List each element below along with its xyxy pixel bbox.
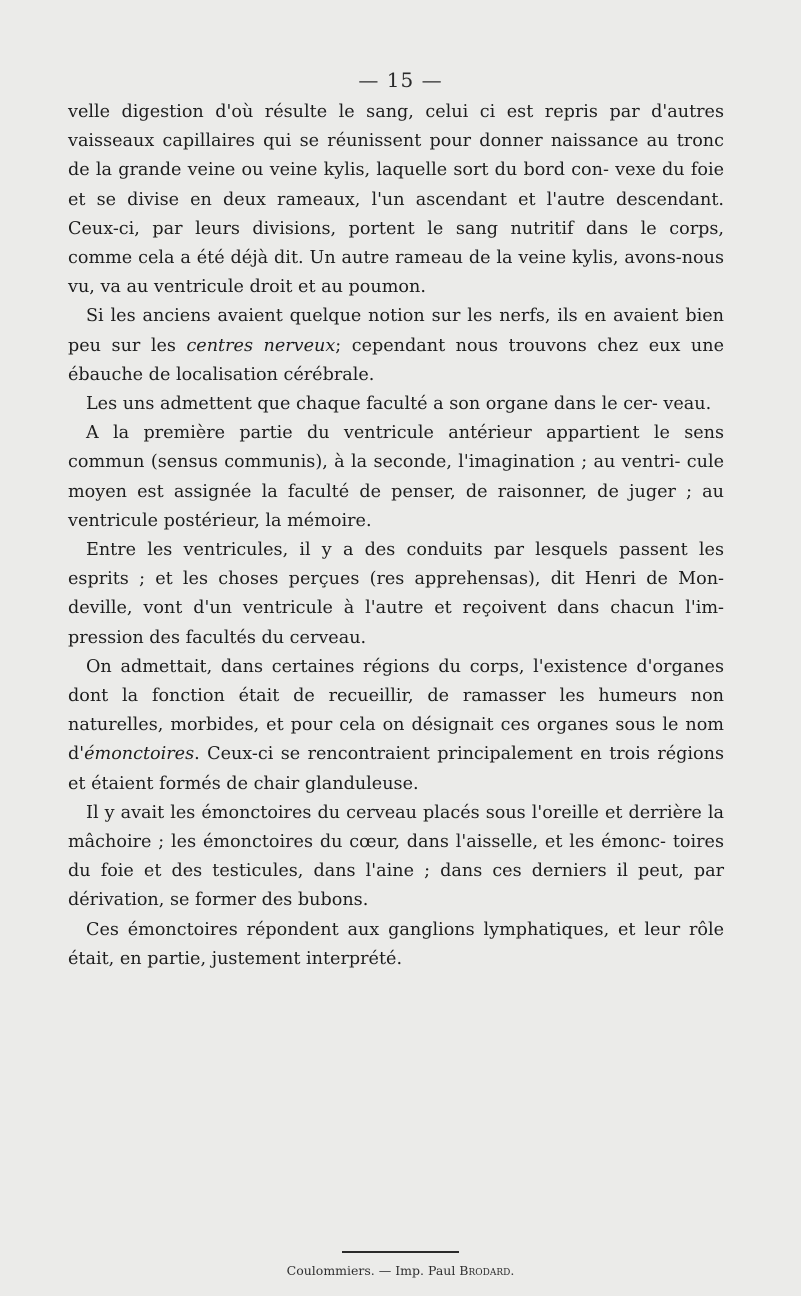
imprint-printer: Brodard. xyxy=(459,1263,515,1278)
paragraph-6-text-after: . Ceux-ci se rencontraient principalement en trois régions et étaient formés de chair glanduleuse. xyxy=(68,744,724,794)
emphasis-emonctoires: émonctoires xyxy=(84,744,195,765)
paragraph-2 xyxy=(68,302,724,390)
paragraph-1: velle digestion d'où résulte le sang, celui ci est repris par d'autres vaisseaux capillaires qui se réunissent pour donner naissance au tronc de la grande veine ou veine kylis, laquelle sort du bord con- vexe du foie et se divise en deux rameaux, l'un ascendant et l'autre descendant. Ceux-ci, par leurs divisions, portent le sang nutritif dans le corps, comme cela a été déjà dit. Un autre rameau de la veine kylis, avons-nous vu, va au ventricule droit et au poumon. xyxy=(68,102,724,298)
page-number: — 15 — xyxy=(358,68,443,92)
paragraph-8: Ces émonctoires répondent aux ganglions lymphatiques, et leur rôle était, en partie, justement interprété. xyxy=(68,919,724,969)
footer-rule xyxy=(342,1251,459,1253)
body-text xyxy=(68,98,724,974)
printer-imprint xyxy=(0,1263,801,1278)
imprint-place: Coulommiers. — Imp. Paul xyxy=(286,1263,460,1278)
paragraph-6-text-before: On admettait, dans certaines régions du corps, l'existence d'organes dont la fonction était de recueillir, de ramasser les humeurs non naturelles, morbides, et pour cela on désignait ces organes sous le nom d' xyxy=(68,656,724,765)
paragraph-2-text-before: Si les anciens avaient quelque notion sur les nerfs, ils en avaient bien peu sur les xyxy=(68,306,724,356)
paragraph-5: Entre les ventricules, il y a des conduits par lesquels passent les esprits ; et les choses perçues (res apprehensas), dit Henri de Mon- deville, vont d'un ventricule à l'autre et reçoivent dans chacun l'im- pression des facultés du cerveau. xyxy=(68,540,724,648)
paragraph-7: Il y avait les émonctoires du cerveau placés sous l'oreille et derrière la mâchoire ; les émonctoires du cœur, dans l'aisselle, et les émonc- toires du foie et des testicules, dans l'aine ; dans ces derniers il peut, par dérivation, se former des bubons. xyxy=(68,802,724,911)
paragraph-4: A la première partie du ventricule antérieur appartient le sens commun (sensus communis), à la seconde, l'imagination ; au ventri- cule moyen est assignée la faculté de penser, de raisonner, de juger ; au ventricule postérieur, la mémoire. xyxy=(68,423,724,531)
paragraph-2-text-after: ; cependant nous trouvons chez eux une ébauche de localisation cérébrale. xyxy=(68,335,725,385)
paragraph-3: Les uns admettent que chaque faculté a son organe dans le cer- veau. xyxy=(86,394,712,415)
paragraph-6 xyxy=(68,653,724,799)
emphasis-centres-nerveux: centres nerveux xyxy=(186,335,336,356)
